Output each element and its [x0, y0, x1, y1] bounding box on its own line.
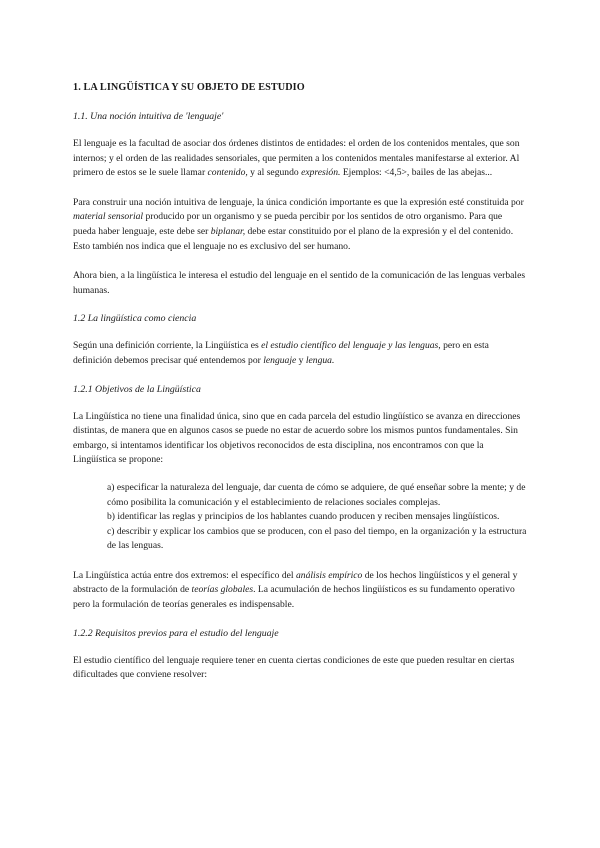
section-1-2-paragraph-1	[73, 339, 527, 368]
section-1-1-paragraph-1	[73, 137, 527, 181]
section-1-2-2-heading: 1.2.2 Requisitos previos para el estudio del lenguaje	[73, 627, 279, 639]
text-run: de los hechos lingüísticos y el general y abstracto de la formulación de	[73, 569, 518, 596]
section-1-2-1-paragraph-1: La Lingüística no tiene una finalidad única, sino que en cada parcela del estudio lingüístico se avanza en direcciones distintas, de manera que en algunos casos se puede no estar de acuerdo sobre los mismos puntos fundamentales. Sin embargo, si intentamos identificar los objetivos reconocidos de esta disciplina, nos encontramos con que la Lingüística se propone:	[73, 410, 521, 466]
term-teorias-globales: teorías globales	[191, 584, 254, 596]
term-contenido: contenido,	[207, 167, 248, 179]
term-analisis-empirico: análisis empírico	[295, 569, 363, 581]
text-run: El lenguaje es la facultad de asociar dos órdenes distintos de entidades: el orden de los contenidos mentales, que son internos; y el orden de las realidades sensoriales, que permiten a los contenidos mentales manifestarse al exterior. Al primero de estos se le suele llamar	[73, 138, 520, 179]
term-definicion: el estudio científico del lenguaje y las lenguas	[261, 340, 439, 352]
text-run: Según una definición corriente, la Lingüística es	[73, 340, 262, 352]
section-1-1-paragraph-3: Ahora bien, a la lingüística le interesa el estudio del lenguaje en el sentido de la comunicación de las lenguas verbales humanas.	[73, 270, 526, 296]
section-1-2-2-paragraph-1: El estudio científico del lenguaje requiere tener en cuenta ciertas condiciones de este que pueden resultar en ciertas dificultades que conviene resolver:	[73, 654, 515, 681]
text-run: y	[296, 354, 306, 366]
text-run: , pero en esta definición debemos precisar qué entendemos por	[73, 340, 489, 366]
text-run: . La acumulación de hechos lingüísticos es su fundamento operativo pero la formulación de teorías generales es indispensable.	[73, 584, 515, 611]
list-item: a) especificar la naturaleza del lenguaje, dar cuenta de cómo se adquiere, de qué enseñar sobre la mente; y de cómo posibilita la comunicación y el establecimiento de relaciones sociales complejas.	[107, 481, 526, 508]
section-1-2-1-paragraph-2	[73, 569, 527, 613]
text-run: Ejemplos: <4,5>, bailes de las abejas...	[340, 167, 493, 179]
section-1-1-heading: 1.1. Una noción intuitiva de 'lenguaje'	[73, 111, 224, 122]
term-biplanar: biplanar,	[210, 225, 246, 237]
term-lenguaje: lenguaje	[263, 354, 297, 366]
text-run: La Lingüística actúa entre dos extremos: el específico del	[73, 569, 296, 581]
section-1-1-paragraph-2	[73, 196, 527, 254]
list-item: c) describir y explicar los cambios que se producen, con el paso del tiempo, en la organización y la estructura de las lenguas.	[107, 525, 527, 552]
text-run: debe estar constituido por el plano de la expresión y el del contenido. Esto también nos indica que el lenguaje no es exclusivo del ser humano.	[73, 225, 514, 252]
document-title: 1. LA LINGÜÍSTICA Y SU OBJETO DE ESTUDIO	[73, 82, 305, 93]
document-page	[73, 82, 527, 698]
term-lengua: lengua.	[305, 354, 335, 366]
objectives-list	[107, 481, 527, 554]
text-run: y al segundo	[247, 167, 302, 179]
list-item: b) identificar las reglas y principios de los hablantes cuando producen y reciben mensajes lingüísticos.	[107, 511, 500, 523]
term-expresion: expresión.	[301, 167, 341, 179]
term-material-sensorial: material sensorial	[73, 211, 144, 223]
text-run: Para construir una noción intuitiva de lenguaje, la única condición importante es que la expresión esté constituida por	[73, 196, 524, 208]
section-1-2-1-heading: 1.2.1 Objetivos de la Lingüística	[73, 383, 201, 395]
section-1-2-heading: 1.2 La lingüística como ciencia	[73, 313, 197, 325]
text-run: producido por un organismo y se pueda percibir por los sentidos de otro organismo. Para que pueda haber lenguaje, este debe ser	[73, 211, 503, 237]
